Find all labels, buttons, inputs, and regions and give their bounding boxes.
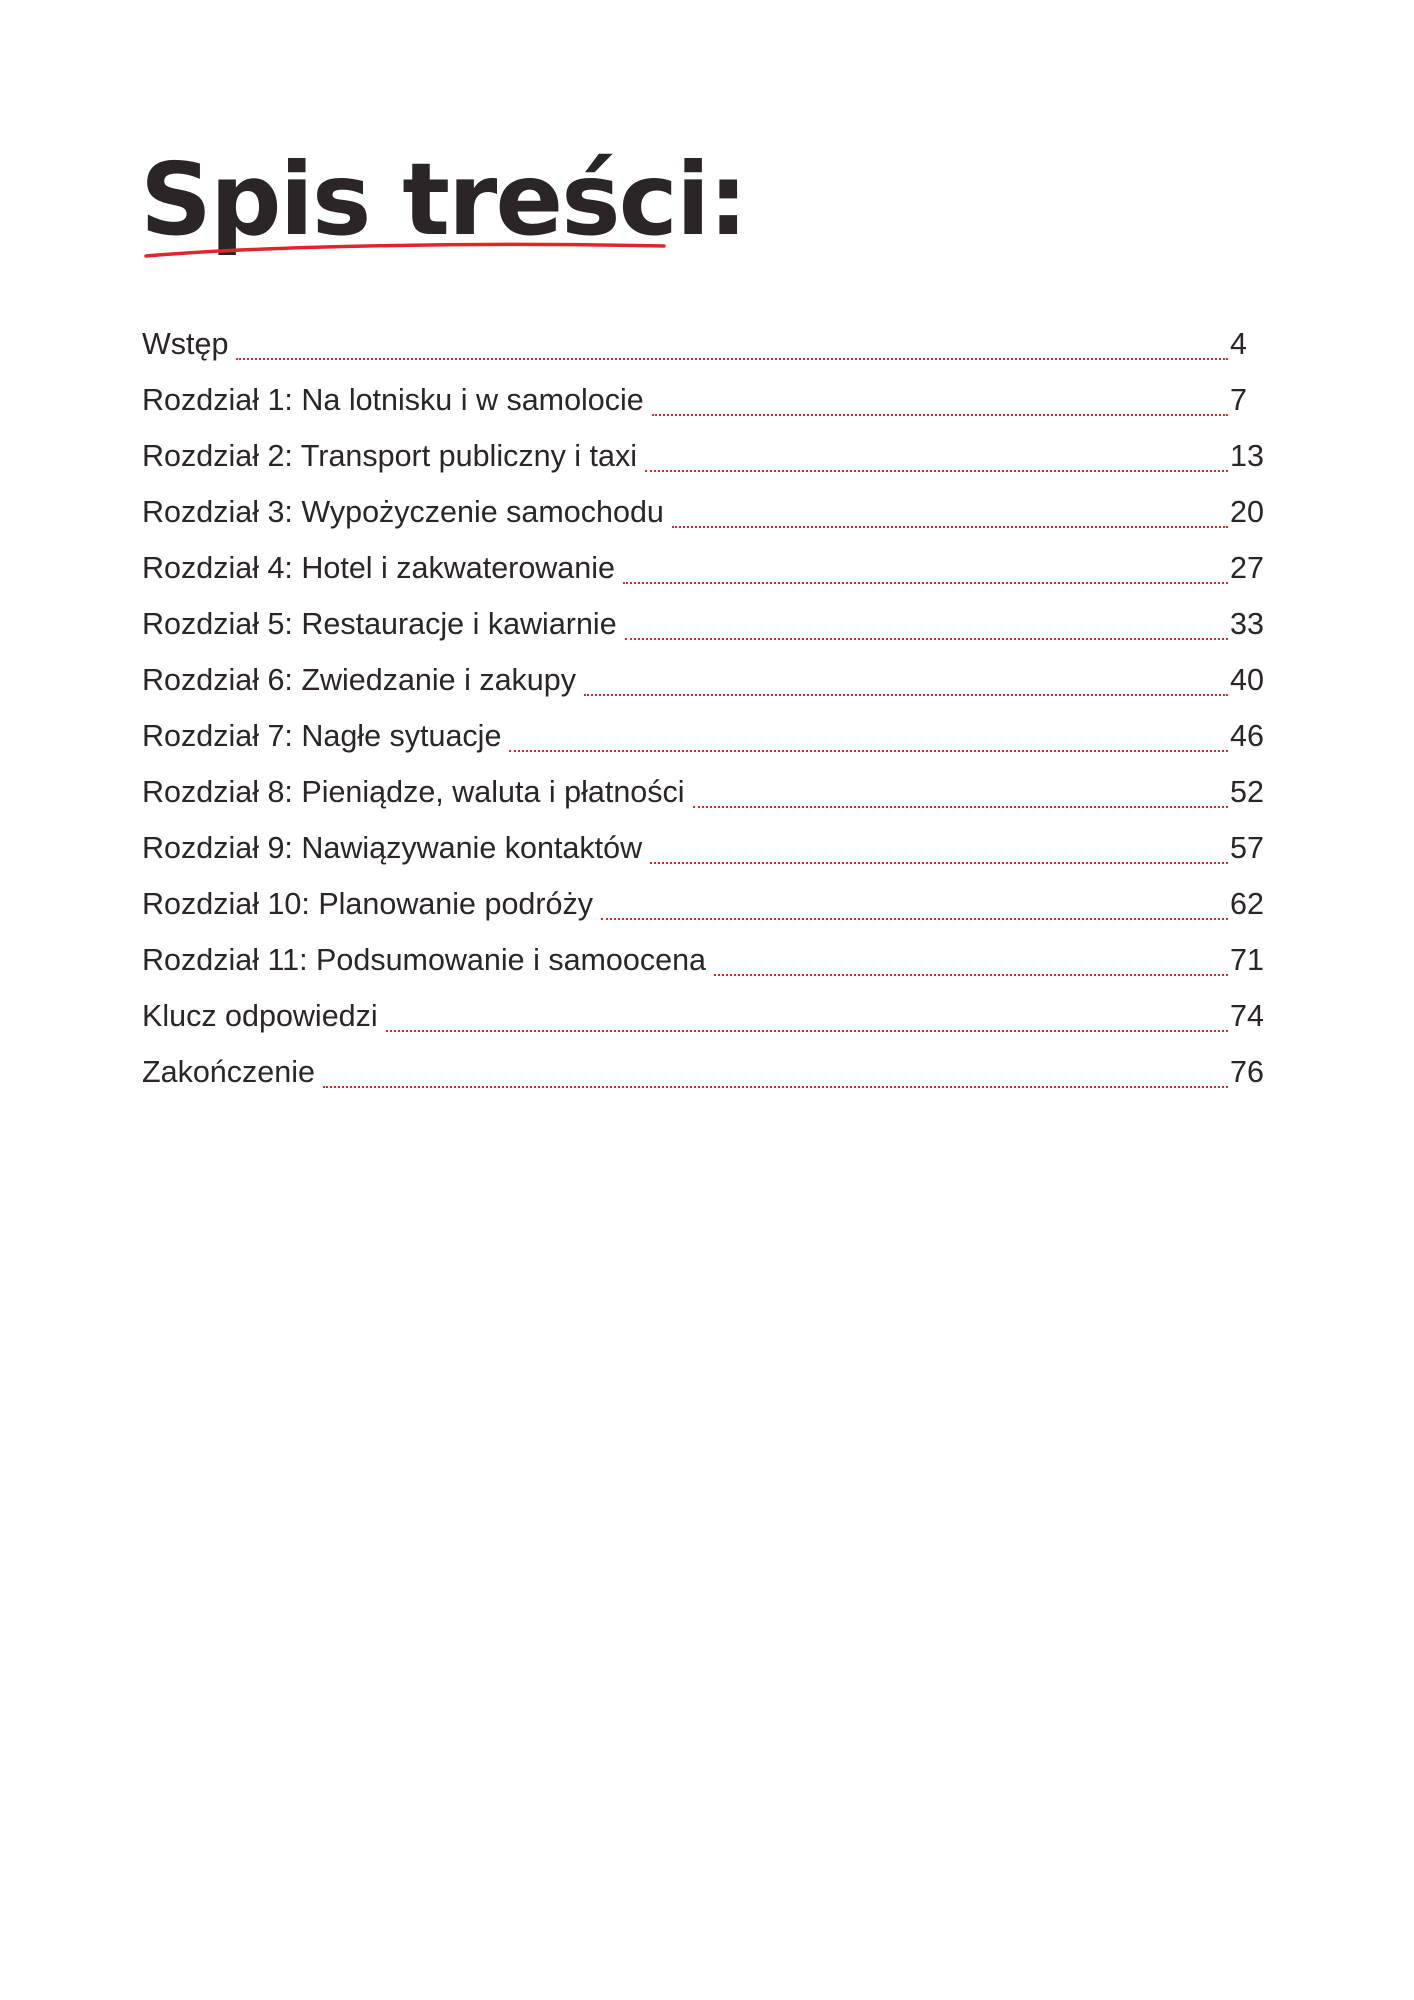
page-title: Spis treści: [140, 141, 747, 258]
toc-entry-page: 71 [1230, 943, 1264, 977]
toc-entry-label: Rozdział 7: Nagłe sytuacje [142, 719, 502, 753]
toc-entry-label: Rozdział 10: Planowanie podróży [142, 887, 593, 921]
toc-entry-page: 20 [1230, 495, 1264, 529]
toc-dotted-leader [584, 694, 1228, 696]
toc-dotted-leader [623, 582, 1228, 584]
toc-entry-label: Rozdział 9: Nawiązywanie kontaktów [142, 831, 643, 865]
toc-dotted-leader [714, 974, 1228, 976]
toc-entry[interactable] [142, 316, 1270, 372]
toc-dotted-leader [652, 414, 1228, 416]
toc-dotted-leader [650, 862, 1228, 864]
toc-entry-page: 40 [1230, 663, 1264, 697]
toc-entry[interactable] [142, 820, 1270, 876]
toc-dotted-leader [672, 526, 1228, 528]
toc-entry[interactable] [142, 428, 1270, 484]
toc-entry[interactable] [142, 1044, 1270, 1100]
toc-entry-label: Rozdział 2: Transport publiczny i taxi [142, 439, 637, 473]
toc-entry[interactable] [142, 484, 1270, 540]
toc-entry-label: Rozdział 3: Wypożyczenie samochodu [142, 495, 664, 529]
toc-dotted-leader [645, 470, 1228, 472]
toc-entry[interactable] [142, 708, 1270, 764]
toc-entry-page: 7 [1230, 383, 1247, 417]
toc-entry[interactable] [142, 540, 1270, 596]
toc-entry-label: Rozdział 5: Restauracje i kawiarnie [142, 607, 617, 641]
toc-entry-page: 13 [1230, 439, 1264, 473]
toc-dotted-leader [323, 1086, 1228, 1088]
toc-entry-label: Rozdział 8: Pieniądze, waluta i płatności [142, 775, 685, 809]
toc-entry-page: 4 [1230, 327, 1247, 361]
toc-entry-page: 57 [1230, 831, 1264, 865]
toc-entry-page: 74 [1230, 999, 1264, 1033]
toc-dotted-leader [509, 750, 1228, 752]
toc-entry[interactable] [142, 932, 1270, 988]
toc-entry[interactable] [142, 764, 1270, 820]
toc-entry-label: Rozdział 4: Hotel i zakwaterowanie [142, 551, 615, 585]
title-underline-decoration [144, 236, 684, 266]
toc-entry-label: Rozdział 11: Podsumowanie i samoocena [142, 943, 706, 977]
toc-entry-label: Wstęp [142, 327, 229, 361]
toc-entry-label: Rozdział 6: Zwiedzanie i zakupy [142, 663, 576, 697]
toc-entry[interactable] [142, 652, 1270, 708]
toc-entry-label: Klucz odpowiedzi [142, 999, 378, 1033]
toc-entry[interactable] [142, 988, 1270, 1044]
toc-entry-page: 46 [1230, 719, 1264, 753]
toc-dotted-leader [625, 638, 1228, 640]
toc-entry-page: 33 [1230, 607, 1264, 641]
toc-entry-page: 62 [1230, 887, 1264, 921]
toc-dotted-leader [386, 1030, 1228, 1032]
toc-dotted-leader [693, 806, 1228, 808]
toc-entry[interactable] [142, 372, 1270, 428]
toc-entry-page: 52 [1230, 775, 1264, 809]
toc-dotted-leader [601, 918, 1228, 920]
table-of-contents [142, 316, 1270, 1100]
toc-entry-page: 76 [1230, 1055, 1264, 1089]
toc-entry-label: Zakończenie [142, 1055, 315, 1089]
toc-entry[interactable] [142, 596, 1270, 652]
toc-entry[interactable] [142, 876, 1270, 932]
toc-dotted-leader [236, 358, 1228, 360]
toc-entry-label: Rozdział 1: Na lotnisku i w samolocie [142, 383, 644, 417]
toc-entry-page: 27 [1230, 551, 1264, 585]
